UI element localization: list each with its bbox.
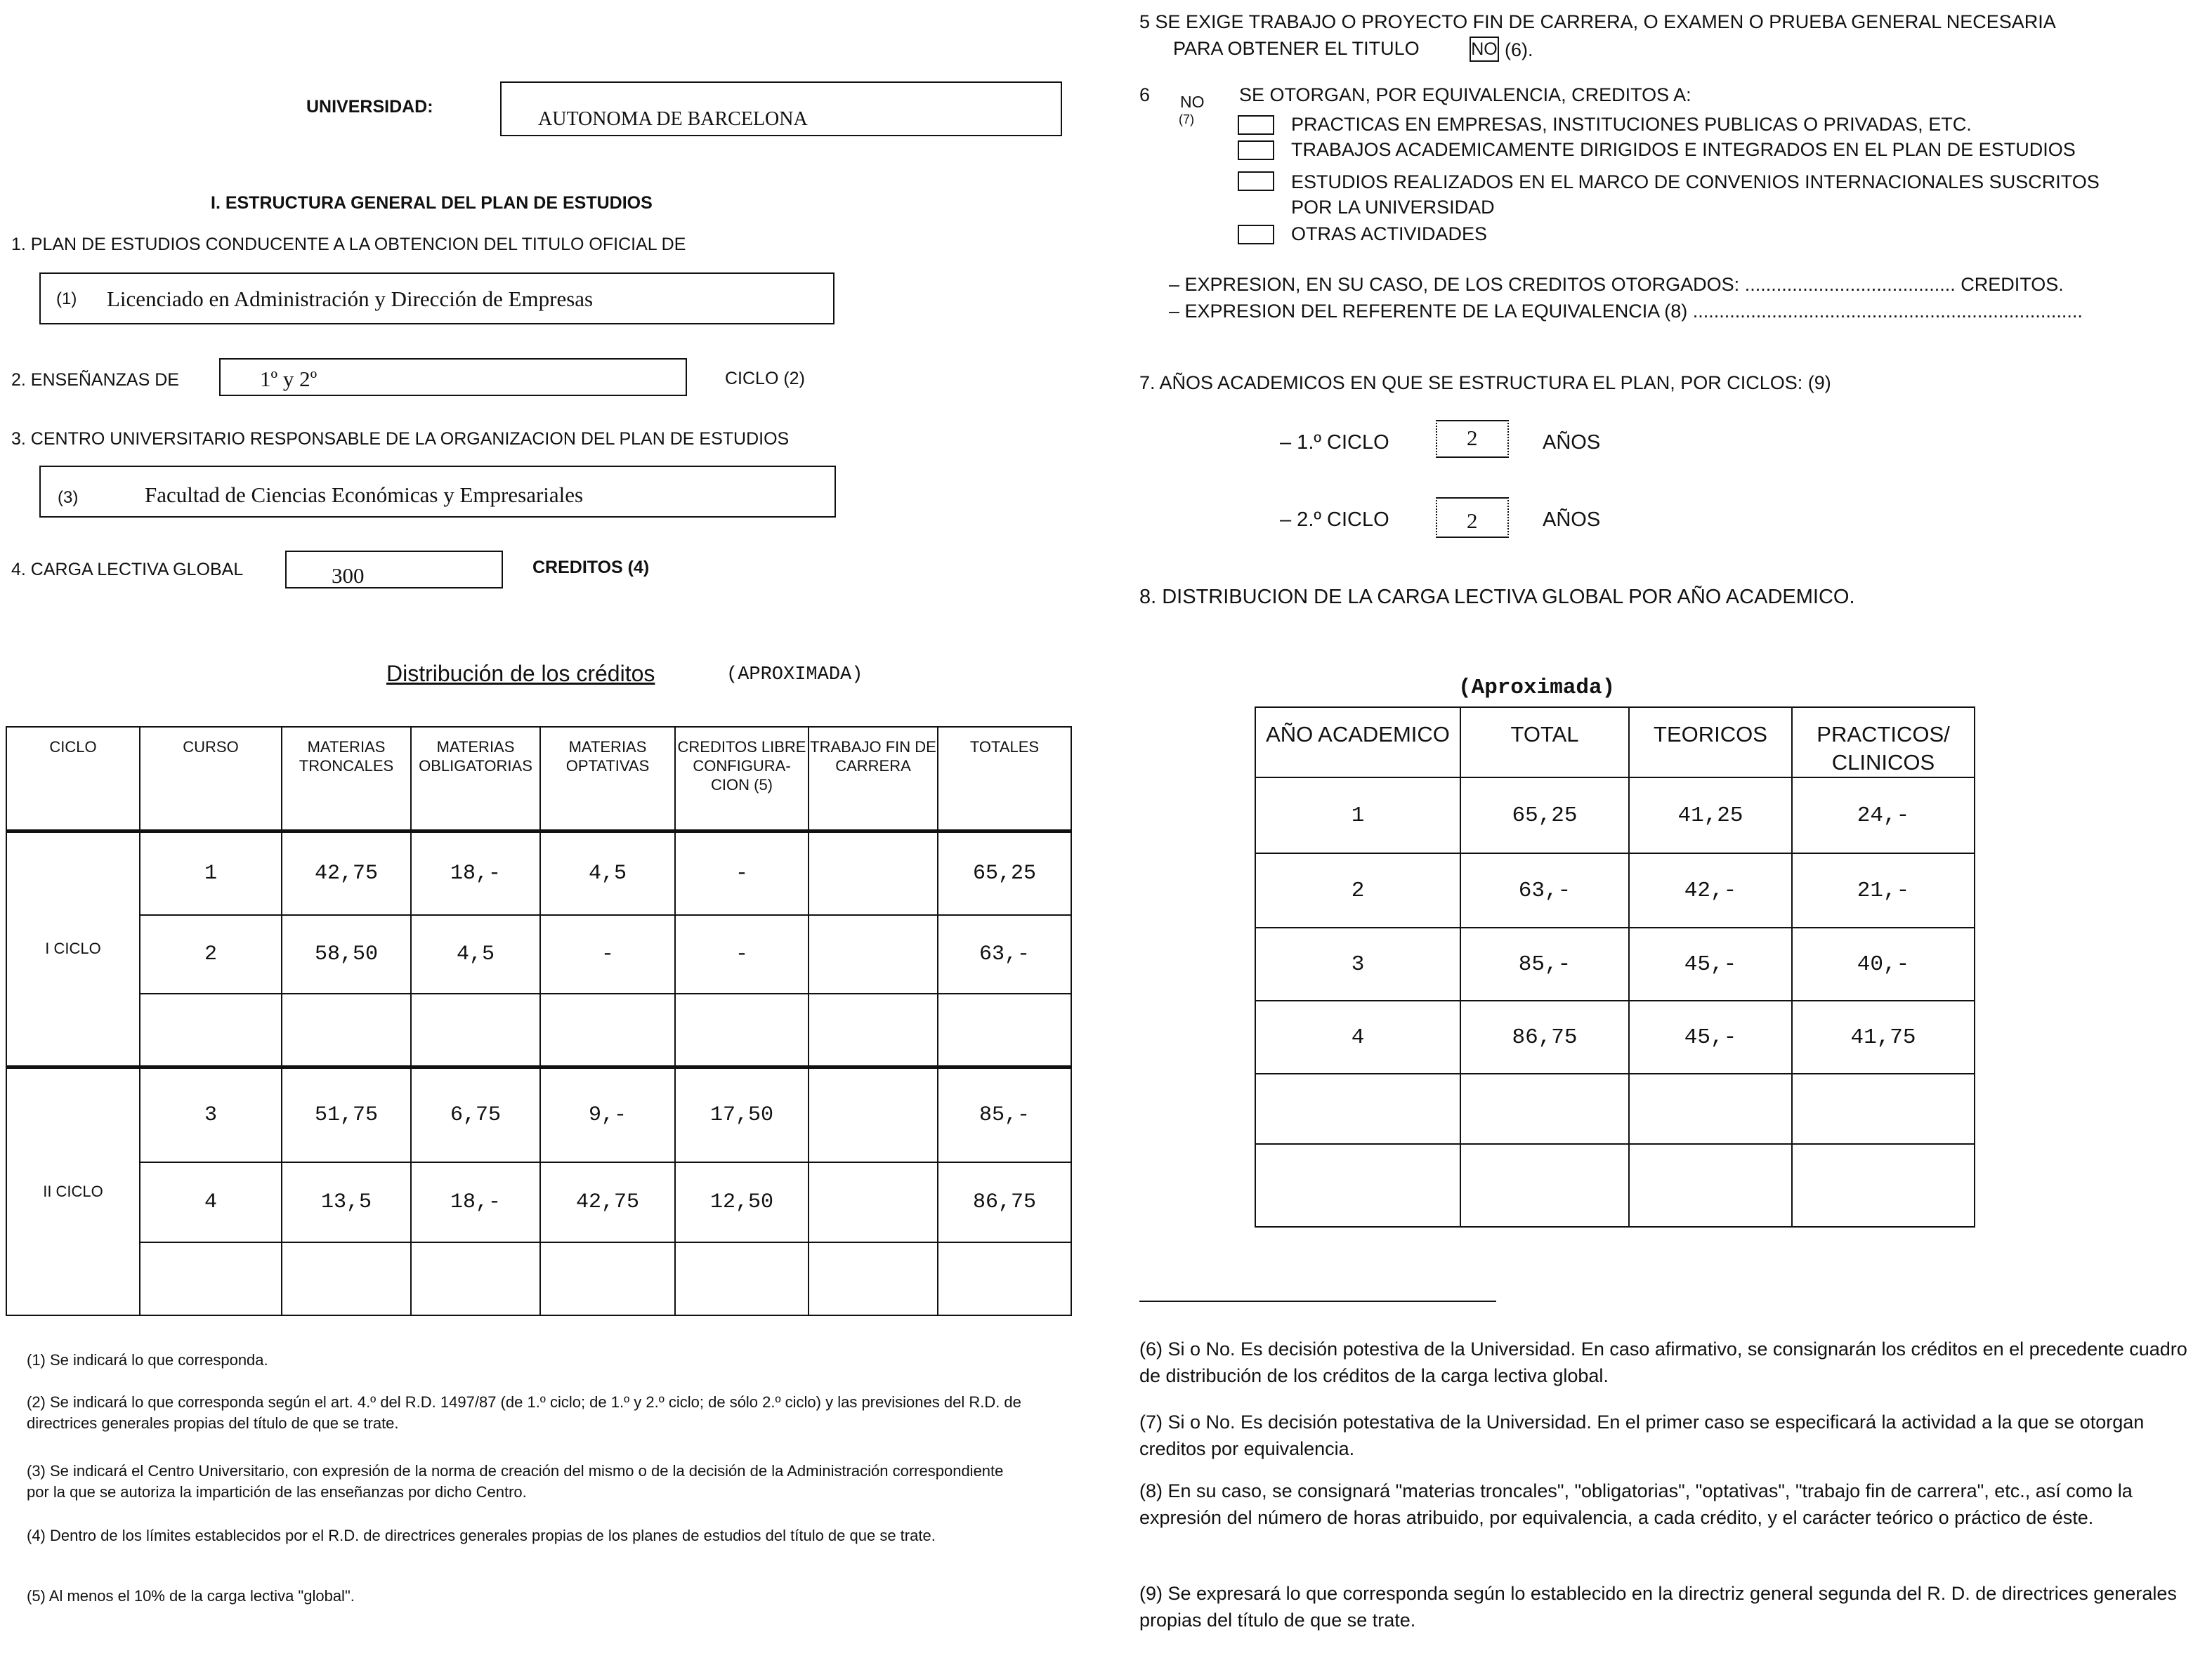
carga-table	[1255, 706, 1975, 1228]
table-cell: 63,-	[1460, 853, 1629, 928]
table-cell	[809, 1067, 938, 1162]
table-cell: 6,75	[411, 1067, 540, 1162]
item5-ref: (6).	[1505, 39, 1533, 60]
table-row	[6, 831, 1071, 915]
ciclo-2-field	[1436, 497, 1509, 538]
col-trabajo-fin: TRABAJO FIN DE CARRERA	[809, 727, 938, 831]
anos-label-2: AÑOS	[1543, 508, 1601, 531]
item5-line1: 5 SE EXIGE TRABAJO O PROYECTO FIN DE CARRERA, O EXAMEN O PRUEBA GENERAL NECESARIA	[1139, 11, 2056, 32]
table-cell: 40,-	[1792, 928, 1975, 1001]
table-cell: 3	[1255, 928, 1460, 1001]
table-cell	[282, 994, 411, 1067]
table-cell: 42,75	[282, 831, 411, 915]
table-cell: 2	[1255, 853, 1460, 928]
option-convenios-cont: POR LA UNIVERSIDAD	[1291, 197, 1495, 218]
col-obligatorias: MATERIAS OBLIGATORIAS	[411, 727, 540, 831]
table-cell: 65,25	[1460, 777, 1629, 853]
table-row	[6, 1067, 1071, 1162]
ciclo-1-field	[1436, 420, 1509, 458]
footnote-4: (4) Dentro de los límites establecidos por el R.D. de directrices generales propias de los planes de estudios del título de que se trate.	[27, 1527, 936, 1544]
table-cell	[1792, 1074, 1975, 1144]
checkbox-practicas[interactable]	[1238, 115, 1274, 135]
table-row	[1255, 1001, 1975, 1074]
table-cell: -	[540, 915, 675, 994]
ensenanzas-value: 1º y 2º	[260, 367, 318, 391]
item6-title: SE OTORGAN, POR EQUIVALENCIA, CREDITOS A:	[1239, 84, 1691, 105]
table-cell: 18,-	[411, 831, 540, 915]
universidad-label: UNIVERSIDAD:	[306, 97, 433, 117]
col-ciclo: CICLO	[6, 727, 140, 831]
item6-ref: (7)	[1179, 112, 1194, 126]
footnote-3: (3) Se indicará el Centro Universitario, con expresión de la norma de creación del mismo o de la decisión de la Administración correspondiente por la que se autoriza la impartición de las enseñanzas por dicho Centro.	[27, 1462, 1004, 1501]
titulo-field	[39, 272, 835, 324]
table-cell: 42,75	[540, 1162, 675, 1242]
titulo-value: Licenciado en Administración y Dirección de Empresas	[107, 287, 594, 311]
table-row	[6, 1242, 1071, 1315]
centro-value: Facultad de Ciencias Económicas y Empresariales	[145, 482, 584, 507]
table-cell	[540, 1242, 675, 1315]
footnote-5: (5) Al menos el 10% de la carga lectiva "global".	[27, 1587, 355, 1605]
option-otras: OTRAS ACTIVIDADES	[1291, 223, 1488, 244]
table-row	[1255, 1074, 1975, 1144]
table-cell: 3	[140, 1067, 282, 1162]
table-cell: 41,75	[1792, 1001, 1975, 1074]
table-cell	[411, 1242, 540, 1315]
table-cell: 51,75	[282, 1067, 411, 1162]
option-practicas: PRACTICAS EN EMPRESAS, INSTITUCIONES PUBLICAS O PRIVADAS, ETC.	[1291, 114, 1972, 135]
table-cell: 12,50	[675, 1162, 809, 1242]
table-cell: 4	[140, 1162, 282, 1242]
centro-ref: (3)	[58, 488, 79, 507]
table-cell: 18,-	[411, 1162, 540, 1242]
item5-value: NO	[1470, 37, 1499, 62]
table-cell	[1629, 1074, 1792, 1144]
centro-field	[39, 466, 836, 518]
table-cell	[675, 1242, 809, 1315]
table-cell	[1792, 1144, 1975, 1227]
ciclo-1-label: I CICLO	[6, 831, 140, 1067]
item8-label: 8. DISTRIBUCION DE LA CARGA LECTIVA GLOBAL POR AÑO ACADEMICO.	[1139, 586, 1855, 608]
ensenanzas-field	[219, 358, 687, 396]
footnote-8: (8) En su caso, se consignará "materias troncales", "obligatorias", "optativas", "trabajo fin de carrera", etc., así como la expresión del número de horas atribuido, por equivalencia, a cada crédito, y el carácter teórico o práctico de éste.	[1139, 1480, 2133, 1528]
table-cell	[1629, 1144, 1792, 1227]
table-cell	[540, 994, 675, 1067]
expresion-creditos: – EXPRESION, EN SU CASO, DE LOS CREDITOS OTORGADOS: ........................................ CREDITOS.	[1169, 274, 2064, 295]
table-row	[1255, 777, 1975, 853]
table-cell	[675, 994, 809, 1067]
table-title: (Aproximada)	[1458, 676, 1616, 700]
ciclo-1-label: – 1.º CICLO	[1280, 431, 1389, 454]
table-row	[6, 1162, 1071, 1242]
checkbox-trabajos[interactable]	[1238, 140, 1274, 160]
creditos-table	[6, 726, 1072, 1316]
table-cell: 4,5	[540, 831, 675, 915]
table-cell: 41,25	[1629, 777, 1792, 853]
table-cell: 45,-	[1629, 1001, 1792, 1074]
titulo-ref: (1)	[56, 289, 77, 308]
table-cell	[1255, 1144, 1460, 1227]
col-curso: CURSO	[140, 727, 282, 831]
table-row	[1255, 1144, 1975, 1227]
item2-suffix: CICLO (2)	[725, 369, 805, 388]
checkbox-otras[interactable]	[1238, 225, 1274, 244]
ciclo-2-label: – 2.º CICLO	[1280, 508, 1389, 531]
table-cell	[1255, 1074, 1460, 1144]
option-trabajos: TRABAJOS ACADEMICAMENTE DIRIGIDOS E INTEGRADOS EN EL PLAN DE ESTUDIOS	[1291, 139, 2076, 160]
table-cell: 58,50	[282, 915, 411, 994]
col-total: TOTAL	[1460, 707, 1629, 777]
table-cell	[809, 831, 938, 915]
item4-label: 4. CARGA LECTIVA GLOBAL	[11, 560, 244, 579]
footnote-9: (9) Se expresará lo que corresponda según lo establecido en la directriz general segunda del R. D. de directrices generales propias del título de que se trate.	[1139, 1583, 2177, 1631]
table-cell: 9,-	[540, 1067, 675, 1162]
footnote-2: (2) Se indicará lo que corresponda según el art. 4.º del R.D. 1497/87 (de 1.º ciclo; de 1.º y 2.º ciclo; de sólo 2.º ciclo) y las previsiones del R.D. de directrices generales propias del título de que se trate.	[27, 1393, 1021, 1432]
carga-field	[285, 551, 503, 588]
table-cell: 1	[140, 831, 282, 915]
table-cell	[411, 994, 540, 1067]
section-title: I. ESTRUCTURA GENERAL DEL PLAN DE ESTUDIOS	[211, 193, 653, 213]
item2-label: 2. ENSEÑANZAS DE	[11, 370, 179, 390]
col-teoricos: TEORICOS	[1629, 707, 1792, 777]
col-optativas: MATERIAS OPTATIVAS	[540, 727, 675, 831]
carga-table-header	[1255, 707, 1975, 777]
item3-label: 3. CENTRO UNIVERSITARIO RESPONSABLE DE LA ORGANIZACION DEL PLAN DE ESTUDIOS	[11, 429, 790, 449]
footnote-divider	[1139, 1301, 1496, 1302]
table-cell: 63,-	[938, 915, 1071, 994]
table-row	[6, 994, 1071, 1067]
col-practicos: PRACTICOS/ CLINICOS	[1792, 707, 1975, 777]
table-cell	[809, 915, 938, 994]
ciclo-2-value: 2	[1467, 508, 1478, 533]
table-cell: 1	[1255, 777, 1460, 853]
item4-suffix: CREDITOS (4)	[532, 558, 650, 577]
col-totales: TOTALES	[938, 727, 1071, 831]
table-cell: -	[675, 915, 809, 994]
carga-value: 300	[332, 563, 365, 588]
item5-line2: PARA OBTENER EL TITULO	[1173, 38, 1420, 59]
item7-label: 7. AÑOS ACADEMICOS EN QUE SE ESTRUCTURA EL PLAN, POR CICLOS: (9)	[1139, 372, 1831, 393]
universidad-field	[500, 81, 1062, 136]
creditos-table-header	[6, 727, 1071, 831]
table-cell	[1460, 1074, 1629, 1144]
universidad-value: AUTONOMA DE BARCELONA	[538, 108, 808, 130]
table-cell	[1460, 1144, 1629, 1227]
footnote-7: (7) Si o No. Es decisión potestativa de la Universidad. En el primer caso se especificará la actividad a la que se otorgan creditos por equivalencia.	[1139, 1412, 2145, 1459]
table-cell: 17,50	[675, 1067, 809, 1162]
table-cell: 4	[1255, 1001, 1460, 1074]
option-convenios: ESTUDIOS REALIZADOS EN EL MARCO DE CONVENIOS INTERNACIONALES SUSCRITOS	[1291, 171, 2100, 192]
ciclo-1-value: 2	[1467, 426, 1478, 450]
anos-label-1: AÑOS	[1543, 431, 1601, 454]
footnote-6: (6) Si o No. Es decisión potestiva de la Universidad. En caso afirmativo, se consignarán los créditos en el precedente cuadro de distribución de los créditos de la carga lectiva global.	[1139, 1339, 2187, 1386]
table-row	[1255, 853, 1975, 928]
table-cell	[140, 994, 282, 1067]
checkbox-convenios[interactable]	[1238, 171, 1274, 191]
table-cell: 2	[140, 915, 282, 994]
table-cell: -	[675, 831, 809, 915]
table-cell	[140, 1242, 282, 1315]
dist-note: (APROXIMADA)	[726, 664, 863, 685]
table-cell	[809, 994, 938, 1067]
table-cell	[938, 994, 1071, 1067]
table-cell: 86,75	[1460, 1001, 1629, 1074]
table-cell: 65,25	[938, 831, 1071, 915]
table-cell	[938, 1242, 1071, 1315]
table-cell: 24,-	[1792, 777, 1975, 853]
table-cell: 42,-	[1629, 853, 1792, 928]
table-cell: 13,5	[282, 1162, 411, 1242]
table-cell	[282, 1242, 411, 1315]
table-cell: 86,75	[938, 1162, 1071, 1242]
ciclo-2-label: II CICLO	[6, 1067, 140, 1315]
col-libre-config: CREDITOS LIBRE CONFIGURA-CION (5)	[675, 727, 809, 831]
expresion-referente: – EXPRESION DEL REFERENTE DE LA EQUIVALENCIA (8) ..........................................................................	[1169, 301, 2083, 322]
table-row	[1255, 928, 1975, 1001]
table-cell: 4,5	[411, 915, 540, 994]
table-cell: 21,-	[1792, 853, 1975, 928]
col-troncales: MATERIAS TRONCALES	[282, 727, 411, 831]
dist-title: Distribución de los créditos	[386, 661, 655, 686]
item6-value: NO	[1180, 93, 1205, 111]
table-cell: 85,-	[938, 1067, 1071, 1162]
table-cell: 45,-	[1629, 928, 1792, 1001]
table-cell	[809, 1242, 938, 1315]
col-ano: AÑO ACADEMICO	[1255, 707, 1460, 777]
footnote-1: (1) Se indicará lo que corresponda.	[27, 1351, 268, 1369]
table-row	[6, 915, 1071, 994]
item1-label: 1. PLAN DE ESTUDIOS CONDUCENTE A LA OBTENCION DEL TITULO OFICIAL DE	[11, 235, 686, 254]
table-cell: 85,-	[1460, 928, 1629, 1001]
item6-num: 6	[1139, 84, 1151, 105]
table-cell	[809, 1162, 938, 1242]
